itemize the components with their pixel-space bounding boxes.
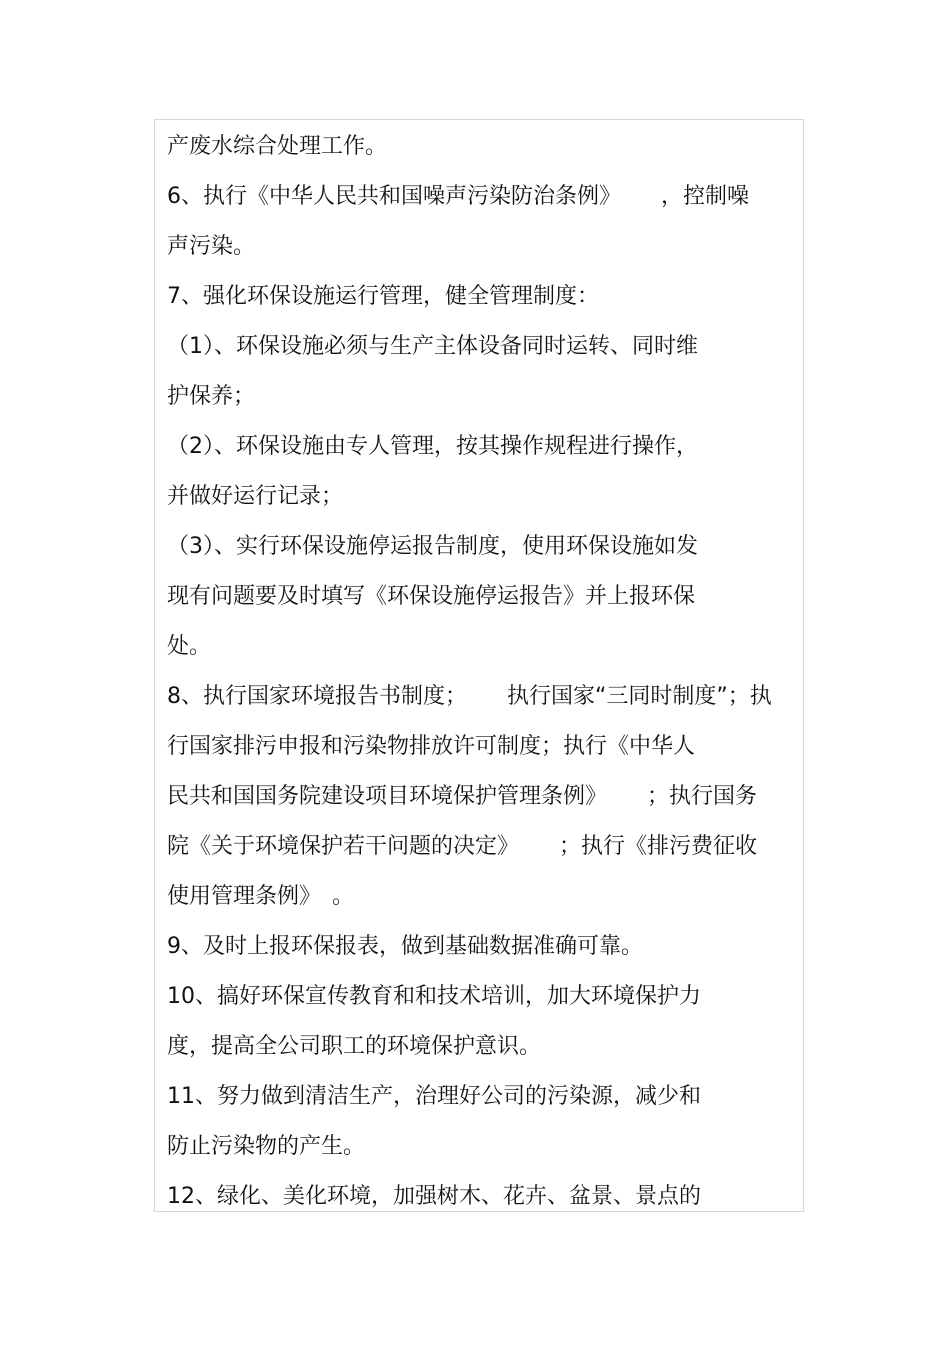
text-line: 使用管理条例》 。 [167, 884, 355, 909]
text-line: 7、强化环保设施运行管理，健全管理制度： [167, 284, 599, 309]
text-line: 12、绿化、美化环境，加强树木、花卉、盆景、景点的 [167, 1184, 701, 1209]
text-line: 度，提高全公司职工的环境保护意识。 [167, 1034, 542, 1059]
text-line: 护保养； [167, 384, 256, 409]
text-line: 8、执行国家环境报告书制度； 执行国家“三同时制度”；执 [167, 684, 772, 709]
text-line: 现有问题要及时填写《环保设施停运报告》并上报环保 [167, 584, 696, 609]
text-line: 10、搞好环保宣传教育和和技术培训，加大环境保护力 [167, 984, 701, 1009]
text-line: 产废水综合处理工作。 [167, 134, 388, 159]
text-line: 9、及时上报环保报表，做到基础数据准确可靠。 [167, 934, 643, 959]
text-line: 并做好运行记录； [167, 484, 344, 509]
text-line: 11、努力做到清洁生产，治理好公司的污染源，减少和 [167, 1084, 701, 1109]
text-line: （1）、环保设施必须与生产主体设备同时运转、同时维 [167, 334, 698, 359]
text-line: 声污染。 [167, 234, 256, 259]
text-line: 院《关于环境保护若干问题的决定》 ；执行《排污费征收 [167, 834, 757, 859]
text-line: （2）、环保设施由专人管理，按其操作规程进行操作， [167, 434, 698, 459]
text-line: 防止污染物的产生。 [167, 1134, 366, 1159]
text-line: 民共和国国务院建设项目环境保护管理条例》 ；执行国务 [167, 784, 757, 809]
text-line: （3）、实行环保设施停运报告制度，使用环保设施如发 [167, 534, 698, 559]
text-line: 6、执行《中华人民共和国噪声污染防治条例》 ，控制噪 [167, 184, 749, 209]
text-line: 处。 [167, 634, 212, 659]
text-line: 行国家排污申报和污染物排放许可制度；执行《中华人 [167, 734, 696, 759]
